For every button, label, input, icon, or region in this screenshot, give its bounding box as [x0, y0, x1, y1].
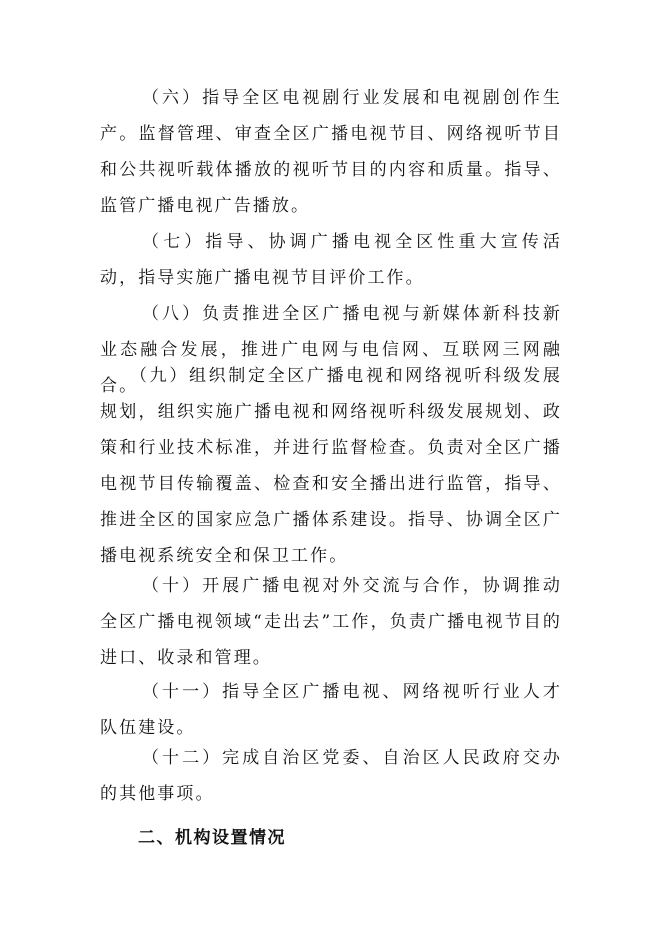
- paragraph-item-11: （十一）指导全区广播电视、网络视听行业人才队伍建设。: [100, 682, 562, 738]
- paragraph-item-6: （六）指导全区电视剧行业发展和电视剧创作生产。监督管理、审查全区广播电视节目、网络视听节目和公共视听载体播放的视听节目的内容和质量。指导、监管广播电视广告播放。: [100, 88, 562, 216]
- paragraph-item-7: （七）指导、协调广播电视全区性重大宣传活动，指导实施广播电视节目评价工作。: [100, 232, 562, 288]
- paragraph-item-9: （九）组织制定全区广播电视和网络视听科级发展规划，组织实施广播电视和网络视听科级发展规划、政策和行业技术标准，并进行监督检查。负责对全区广播电视节目传输覆盖、检查和安全播出进行监管，指导、推进全区的国家应急广播体系建设。指导、协调全区广播电视系统安全和保卫工作。: [100, 366, 562, 566]
- paragraph-item-10: （十）开展广播电视对外交流与合作，协调推动全区广播电视领域“走出去”工作，负责广播电视节目的进口、收录和管理。: [100, 576, 562, 668]
- section-heading: 二、机构设置情况: [138, 828, 286, 848]
- paragraph-item-8: （八）负责推进全区广播电视与新媒体新科技新业态融合发展，推进广电网与电信网、互联网三网融合。: [100, 304, 562, 396]
- paragraph-item-12: （十二）完成自治区党委、自治区人民政府交办的其他事项。: [100, 748, 562, 804]
